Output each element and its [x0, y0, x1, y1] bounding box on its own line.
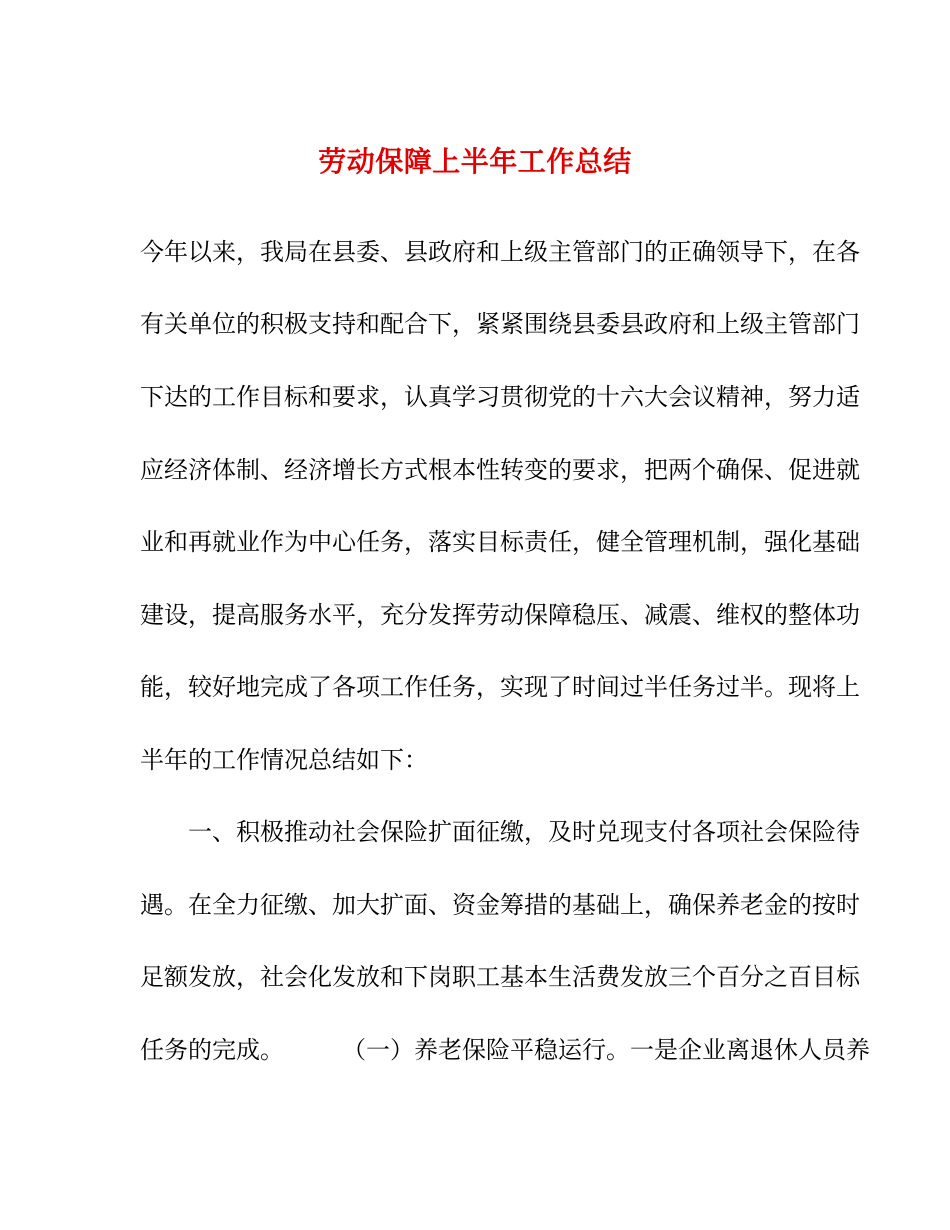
- paragraph-line-5: 业和再就业作为中心任务，落实目标责任，健全管理机制，强化基础: [140, 528, 860, 556]
- paragraph-line-1: 今年以来，我局在县委、县政府和上级主管部门的正确领导下，在各: [140, 238, 860, 266]
- paragraph-line-3: 下达的工作目标和要求，认真学习贯彻党的十六大会议精神，努力适: [140, 383, 860, 411]
- paragraph-line-8: 半年的工作情况总结如下：: [140, 746, 428, 774]
- last-line-part-1: 任务的完成。: [140, 1036, 284, 1064]
- section-one-line-3: 足额发放，社会化发放和下岗职工基本生活费发放三个百分之百目标: [140, 963, 860, 991]
- paragraph-line-6: 建设，提高服务水平，充分发挥劳动保障稳压、减震、维权的整体功: [140, 601, 860, 629]
- section-one-line-2: 遇。在全力征缴、加大扩面、资金筹措的基础上，确保养老金的按时: [140, 891, 860, 919]
- document-title: 劳动保障上半年工作总结: [318, 145, 632, 178]
- paragraph-line-2: 有关单位的积极支持和配合下，紧紧围绕县委县政府和上级主管部门: [140, 310, 860, 338]
- section-one-line-4: [140, 1030, 870, 1070]
- last-line-part-2: （一）养老保险平稳运行。一是企业离退休人员养: [342, 1036, 870, 1064]
- section-one-line-1: 一、积极推动社会保险扩面征缴，及时兑现支付各项社会保险待: [188, 818, 860, 846]
- paragraph-line-4: 应经济体制、经济增长方式根本性转变的要求，把两个确保、促进就: [140, 456, 860, 484]
- paragraph-line-7: 能，较好地完成了各项工作任务，实现了时间过半任务过半。现将上: [140, 673, 860, 701]
